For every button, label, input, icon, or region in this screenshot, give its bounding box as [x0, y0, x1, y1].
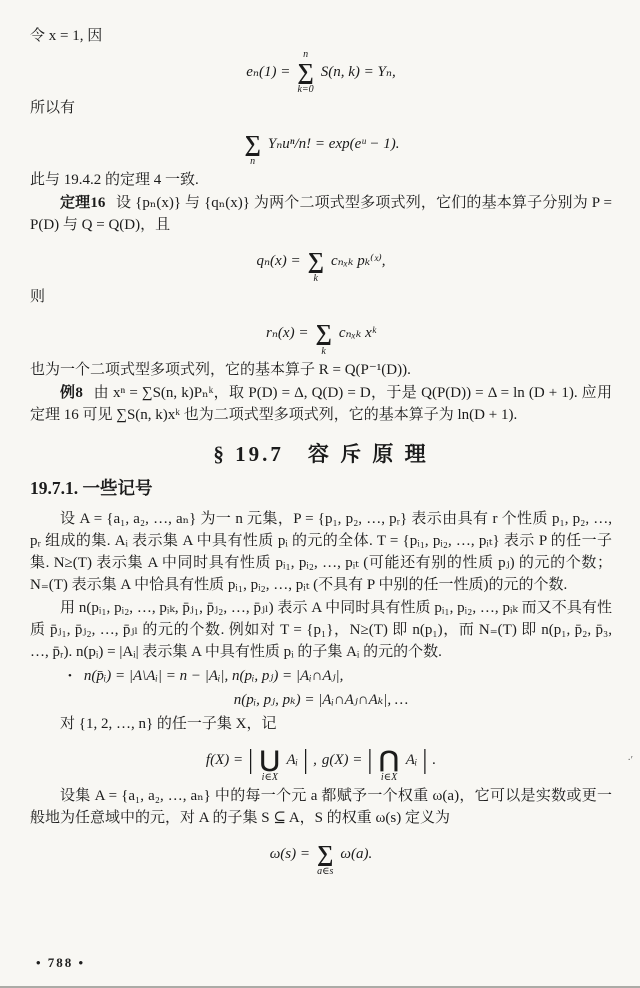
- f-of-x-lhs: f(X) =: [205, 751, 244, 768]
- basic-operator-line: 也为一个二项式型多项式列，它的基本算子 R = Q(P⁻¹(D)).: [30, 361, 411, 378]
- intersection-operator: [379, 737, 398, 783]
- formula-lhs: qₙ(x) =: [256, 253, 301, 270]
- sum-operator: [308, 238, 324, 284]
- sum-lower-limit: n: [250, 156, 256, 168]
- union-lower-limit: i∈X: [261, 771, 278, 783]
- sigma-glyph: ∑: [315, 320, 332, 346]
- subset-x-line: 对 {1, 2, …, n} 的任一子集 X，记: [60, 715, 277, 732]
- intersection-glyph: ⋂: [379, 746, 399, 772]
- theorem-16-text: 设 {pₙ(x)} 与 {qₙ(x)} 为两个二项式型多项式列，它们的基本算子分别为 P = P(D) 与 Q = Q(D)，且: [30, 195, 612, 234]
- left-bar: |: [248, 744, 254, 775]
- formula-egf-exp: [30, 121, 612, 167]
- sigma-glyph: ∑: [307, 248, 324, 274]
- sum-operator: [244, 121, 260, 167]
- formula-rhs: S(n, k) = Yₙ,: [320, 64, 396, 81]
- separator-comma: ,: [313, 751, 317, 768]
- g-of-x-lhs: g(X) =: [321, 751, 363, 768]
- formula-weight-sum: [30, 831, 612, 877]
- sigma-glyph: ∑: [244, 131, 261, 157]
- intersection-body: Aᵢ: [405, 751, 418, 768]
- formula-body: n(pᵢ, pⱼ, pₖ) = |Aᵢ∩Aⱼ∩Aₖ|, …: [233, 691, 409, 708]
- theorem-16-paragraph: [30, 192, 612, 236]
- example-8-paragraph: [30, 382, 612, 426]
- left-bar: |: [367, 744, 373, 775]
- formula-lhs: rₙ(x) =: [266, 325, 309, 342]
- formula-rhs: cₙₓₖ pₖ⁽ˣ⁾,: [330, 253, 386, 270]
- example-8-text: 由 xⁿ = ∑S(n, k)Pₙᵏ，取 P(D) = Δ, Q(D) = D，于是 Q(P(D)) = Δ = ln (D + 1). 应用定理 16 可见 ∑S(n, k)xᵏ 也为二项式型多项式列，它的基本算子为 ln(D + 1).: [30, 384, 612, 423]
- bullet-mark: •: [68, 669, 72, 682]
- formula-triple-intersection: [30, 689, 612, 711]
- subsection-heading: 19.7.1. 一些记号: [30, 477, 153, 498]
- formula-lhs: ω(s) =: [269, 845, 311, 862]
- sum-operator: [317, 831, 333, 877]
- right-bar: |: [422, 744, 428, 775]
- sum-lower-limit: a∈s: [317, 865, 334, 877]
- intersection-lower-limit: i∈X: [380, 771, 398, 783]
- example-8-label: 例8: [60, 384, 83, 401]
- sigma-glyph: ∑: [297, 59, 314, 84]
- formula-f-g-union-intersection: [30, 737, 612, 783]
- union-body: Aᵢ: [286, 751, 299, 768]
- sum-lower-limit: k: [313, 273, 318, 285]
- sum-lower-limit: k: [321, 345, 326, 357]
- weight-paragraph: 设集 A = {a₁, a₂, …, aₙ} 中的每一个元 a 都赋予一个权重 ω(a)，它可以是实数或更一般地为任意域中的元，对 A 的子集 S ⊆ A，S 的权重 ω(s) 定义为: [30, 787, 612, 826]
- formula-complement-count: [30, 665, 612, 687]
- formula-rn: [30, 310, 612, 356]
- notation-paragraph-counts: 用 n(pᵢ₁, pᵢ₂, …, pᵢₖ, p̄ⱼ₁, p̄ⱼ₂, …, p̄ⱼₗ) 表示 A 中同时具有性质 pᵢ₁, pᵢ₂, …, pᵢₖ 而又不具有性质 p̄ⱼ₁, p̄ⱼ₂, …, p̄ⱼₗ 的元的个数. 例如对 T = {p₁}，N≥(T) 即 n(p₁)，而 N₌(T) 即 n(p₁, p̄₂, p̄₃, …, p̄ᵣ). n(pᵢ) = |Aᵢ| 表示集 A 中具有性质 pᵢ 的子集 Aᵢ 的元的个数.: [30, 599, 612, 660]
- formula-rhs: ω(a).: [340, 845, 373, 862]
- sigma-glyph: ∑: [317, 840, 334, 866]
- formula-rhs: Yₙuⁿ/n! = exp(eᵘ − 1).: [267, 136, 400, 153]
- sum-operator: [315, 310, 331, 356]
- formula-body: n(p̄ᵢ) = |A\Aᵢ| = n − |Aᵢ|, n(pᵢ, pⱼ) = |Aᵢ∩Aⱼ|,: [83, 667, 344, 684]
- theorem-16-label: 定理16: [60, 195, 106, 212]
- formula-qn: [30, 238, 612, 284]
- suoyi-line: 所以有: [30, 100, 76, 117]
- union-operator: [260, 737, 279, 783]
- sum-upper-limit: n: [303, 49, 309, 60]
- union-glyph: ⋃: [260, 746, 280, 772]
- then-line: 则: [30, 289, 46, 306]
- scan-artifact: ·ʹ: [627, 755, 633, 766]
- consistency-line: 此与 19.4.2 的定理 4 一致.: [30, 172, 199, 189]
- page-number: • 788 •: [36, 955, 86, 970]
- formula-rhs: cₙₓₖ xᵏ: [338, 325, 376, 342]
- right-bar: |: [303, 744, 309, 775]
- formula-lhs: eₙ(1) =: [246, 64, 291, 81]
- intro-line: 令 x = 1, 因: [30, 28, 103, 44]
- notation-paragraph-sets: 设 A = {a₁, a₂, …, aₙ} 为一 n 元集，P = {p₁, p₂, …, pᵣ} 表示由具有 r 个性质 p₁, p₂, …, pᵣ 组成的集. Aᵢ 表示集 A 中具有性质 pᵢ 的元的全体. T = {pᵢ₁, pᵢ₂, …, pᵢₜ} 表示 P 的任一子集. N≥(T) 表示集 A 中同时具有性质 pᵢ₁, pᵢ₂, …, pᵢₜ (可能还有别的性质 pⱼ) 的元的个数；N₌(T) 表示集 A 中恰具有性质 pᵢ₁, pᵢ₂, …, pᵢₜ (不具有 P 中别的任一性质)的元的个数.: [30, 510, 612, 593]
- period: .: [432, 751, 437, 768]
- sum-lower-limit: k=0: [297, 84, 314, 96]
- sum-operator: [297, 49, 313, 95]
- section-heading: § 19.7 容 斥 原 理: [213, 441, 429, 466]
- formula-exponential-bell: [30, 49, 612, 95]
